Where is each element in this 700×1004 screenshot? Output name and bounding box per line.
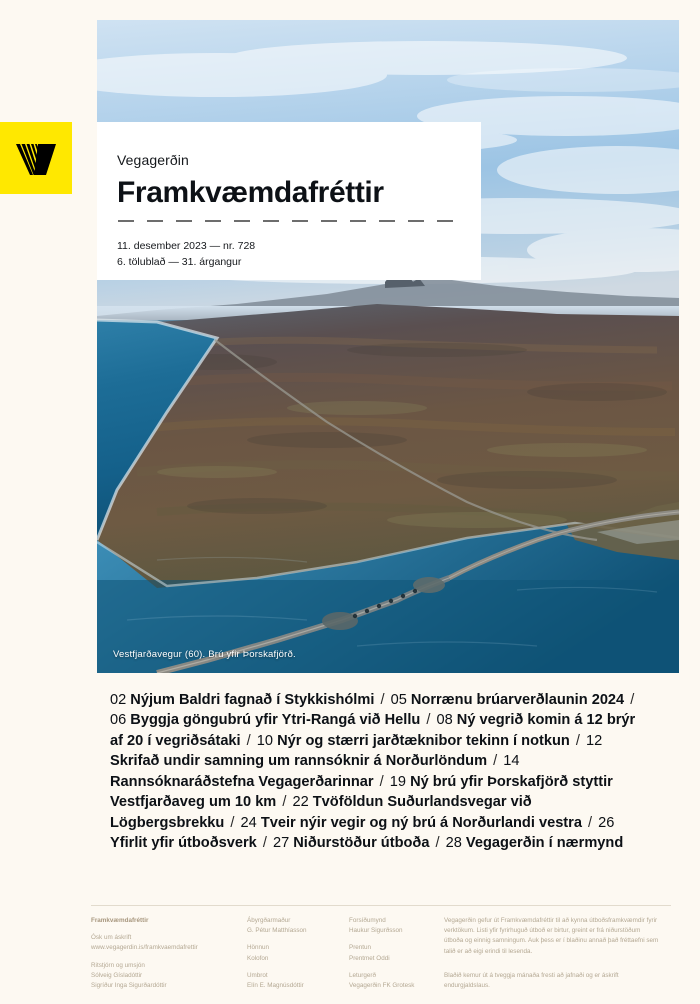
toc-separator: /: [489, 753, 502, 770]
toc-item-page-number: 06: [110, 712, 127, 729]
toc-item-title[interactable]: Nýjum Baldri fagnað í Stykkishólmi: [130, 692, 375, 708]
toc-separator: /: [278, 794, 291, 811]
toc-item-title[interactable]: Niðurstöður útboða: [293, 834, 430, 851]
title-divider-dash: [176, 220, 192, 222]
colophon-footer: [91, 905, 671, 991]
title-divider-dash: [437, 220, 453, 222]
title-divider-dash: [408, 220, 424, 222]
vegagerdin-logo: [0, 122, 72, 194]
colophon-column-credits: [247, 916, 349, 991]
colophon-column-description: [444, 916, 671, 991]
toc-item-page-number: 26: [598, 814, 615, 831]
toc-item-title[interactable]: Ný vegrið komin á 12 brýr af 20 í vegriðsátaki: [110, 712, 636, 749]
colophon-cover-photo-label: Forsíðumynd: [349, 917, 386, 924]
toc-item-title[interactable]: Rannsóknaráðstefna Vegagerðarinnar: [110, 773, 374, 790]
issue-meta: [117, 238, 481, 271]
toc-separator: /: [375, 773, 388, 790]
toc-separator: /: [571, 732, 584, 749]
toc-separator: /: [376, 692, 389, 708]
toc-item-title[interactable]: Yfirlit yfir útboðsverk: [110, 834, 257, 851]
toc-item-page-number: 08: [436, 712, 453, 729]
title-divider-dash: [234, 220, 250, 222]
toc-separator: /: [583, 814, 597, 831]
masthead-panel: [97, 122, 481, 280]
toc-item-page-number: 28: [445, 834, 462, 851]
toc-item-title[interactable]: Tveir nýir vegir og ný brú á Norðurlandi vestra: [260, 814, 582, 831]
colophon-printing-label: Prentun: [349, 944, 372, 952]
colophon-design-label: Hönnun: [247, 944, 270, 952]
title-divider-dashes: [118, 220, 481, 222]
toc-item-title[interactable]: Norrænu brúarverðlaunin 2024: [410, 692, 625, 708]
toc-item-page-number: 27: [272, 834, 290, 851]
title-divider-dash: [263, 220, 279, 222]
colophon-subscribe-label: Ósk um áskrift: [91, 934, 132, 942]
toc-separator: /: [422, 712, 435, 729]
title-divider-dash: [292, 220, 308, 222]
page-title: Framkvæmdafréttir: [117, 176, 384, 209]
colophon-editorial-label: Ritstjórn og umsjón: [91, 961, 145, 969]
colophon-cover-photo-name: Haukur Sigurðsson: [349, 927, 403, 935]
colophon-column-production: [349, 916, 444, 991]
vegagerdin-v-logo-icon: [0, 122, 72, 194]
toc-item-page-number: 10: [256, 732, 274, 749]
title-divider-dash: [379, 220, 395, 222]
colophon-description-paragraph: Vegagerðin gefur út Framkvæmdafréttir til að kynna útboðsframkvæmdir fyrir verktökum. Listi yfir fyrirhuguð útboð er birtur, greint er frá niðurstöðum útboða og einnig samningum. Auk þess er í blaðinu annað það fréttaefni sem talið er að eigi erindi til lesenda.: [444, 917, 659, 955]
colophon-layout-label: Umbrot: [247, 971, 268, 979]
cover-photo-artwork: [97, 20, 679, 673]
toc-item-page-number: 19: [389, 773, 406, 790]
toc-separator: /: [226, 814, 239, 831]
issue-date: 11. desember 2023 — nr. 728: [117, 239, 256, 252]
toc-separator: /: [258, 834, 271, 851]
toc-separator: /: [626, 692, 635, 708]
publisher-name: Vegagerðin: [117, 152, 189, 168]
colophon-typeface-label: Leturgerð: [349, 971, 376, 979]
toc-separator: /: [431, 834, 444, 851]
colophon-publication-name: Framkvæmdafréttir: [91, 917, 149, 924]
toc-item-title[interactable]: Byggja göngubrú yfir Ytri-Rangá við Hellu: [130, 712, 421, 729]
table-of-contents: [110, 690, 650, 853]
toc-item-title[interactable]: Skrifað undir samning um rannsóknir á Norðurlöndum: [110, 753, 488, 770]
issue-number: 6. tölublað — 31. árgangur: [117, 255, 242, 268]
colophon-responsible-name: G. Pétur Matthíasson: [247, 927, 307, 935]
colophon-design-name: Kolofon: [247, 954, 269, 962]
cover-photo: [97, 20, 679, 673]
colophon-editor-2: Sigríður Inga Sigurðardóttir: [91, 981, 167, 989]
title-divider-dash: [321, 220, 337, 222]
toc-item-title[interactable]: Vegagerðin í nærmynd: [465, 834, 624, 851]
colophon-frequency-paragraph: Blaðið kemur út á tveggja mánaða fresti að jafnaði og er áskrift endurgjaldslaus.: [444, 971, 619, 989]
colophon-printing-name: Prentmet Oddi: [349, 954, 390, 962]
colophon-responsible-label: Ábyrgðarmaður: [247, 917, 291, 924]
cover-photo-caption: Vestfjarðavegur (60). Brú yfir Þorskafjörð.: [113, 649, 296, 660]
toc-item-page-number: 14: [503, 753, 520, 770]
colophon-typeface-name: Vegagerðin FK Grotesk: [349, 981, 415, 989]
title-divider-dash: [147, 220, 163, 222]
toc-item-page-number: 24: [240, 814, 257, 831]
colophon-editor-1: Sólveig Gísladóttir: [91, 971, 143, 979]
title-divider-dash: [118, 220, 134, 222]
colophon-layout-name: Elín E. Magnúsdóttir: [247, 981, 304, 989]
toc-item-title[interactable]: Tvöföldun Suðurlandsvegar við Lögbergsbrekku: [110, 794, 532, 831]
toc-separator: /: [242, 732, 255, 749]
toc-item-title[interactable]: Ný brú yfir Þorskafjörð styttir Vestfjarðaveg um 10 km: [110, 773, 613, 811]
toc-item-page-number: 22: [292, 794, 309, 811]
colophon-subscribe-url[interactable]: www.vegagerdin.is/framkvaemdafrettir: [91, 944, 198, 952]
toc-item-title[interactable]: Nýr og stærri jarðtæknibor tekinn í notkun: [277, 732, 570, 749]
colophon-column-publication: [91, 916, 247, 991]
toc-item-page-number: 02: [110, 692, 127, 708]
title-divider-dash: [205, 220, 221, 222]
toc-item-page-number: 05: [390, 692, 407, 708]
toc-item-page-number: 12: [585, 732, 603, 749]
title-divider-dash: [350, 220, 366, 222]
